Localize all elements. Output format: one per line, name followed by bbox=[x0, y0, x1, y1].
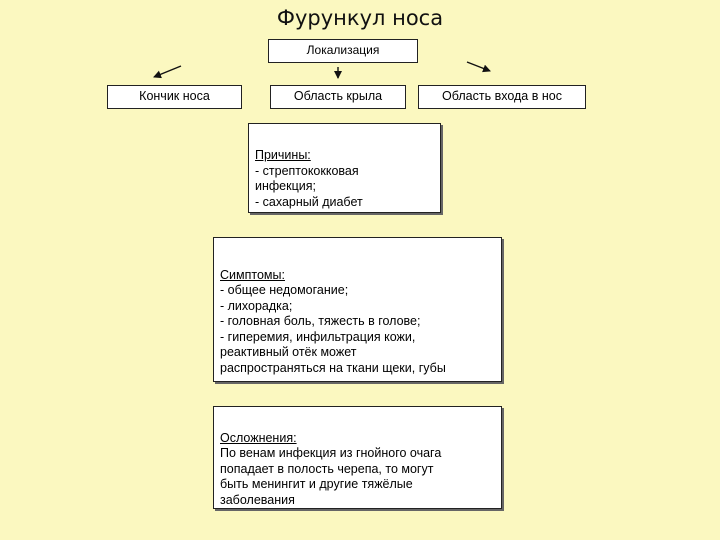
symptoms-line: реактивный отёк может bbox=[220, 345, 357, 359]
complications-line: заболевания bbox=[220, 492, 295, 507]
location-nose-entrance: Область входа в нос bbox=[418, 85, 586, 109]
complications-heading: Осложнения: bbox=[220, 430, 297, 445]
complications-line: быть менингит и другие тяжёлые bbox=[220, 477, 413, 491]
causes-line: - стрептококковая bbox=[255, 163, 359, 178]
symptoms-line: - гиперемия, инфильтрация кожи, bbox=[220, 329, 416, 344]
symptoms-line: - общее недомогание; bbox=[220, 283, 349, 297]
symptoms-line: - головная боль, тяжесть в голове; bbox=[220, 314, 421, 328]
arrow-to-tip bbox=[154, 66, 181, 77]
location-nose-tip: Кончик носа bbox=[107, 85, 242, 109]
causes-line: инфекция; bbox=[255, 179, 316, 193]
complications-line: попадает в полость черепа, то могут bbox=[220, 461, 434, 476]
symptoms-line: - лихорадка; bbox=[220, 298, 293, 313]
complications-line: По венам инфекция из гнойного очага bbox=[220, 446, 442, 460]
causes-heading: Причины: bbox=[255, 148, 311, 162]
arrow-to-entrance bbox=[467, 62, 490, 71]
complications-box bbox=[213, 406, 502, 509]
causes-line: - сахарный диабет bbox=[255, 194, 363, 209]
diagram-title: Фурункул носа bbox=[276, 6, 444, 30]
symptoms-box bbox=[213, 237, 502, 382]
causes-box bbox=[248, 123, 441, 213]
localization-box: Локализация bbox=[268, 39, 418, 63]
location-nose-wing: Область крыла bbox=[270, 85, 406, 109]
symptoms-line: распространяться на ткани щеки, губы bbox=[220, 360, 446, 375]
symptoms-heading: Симптомы: bbox=[220, 267, 285, 282]
